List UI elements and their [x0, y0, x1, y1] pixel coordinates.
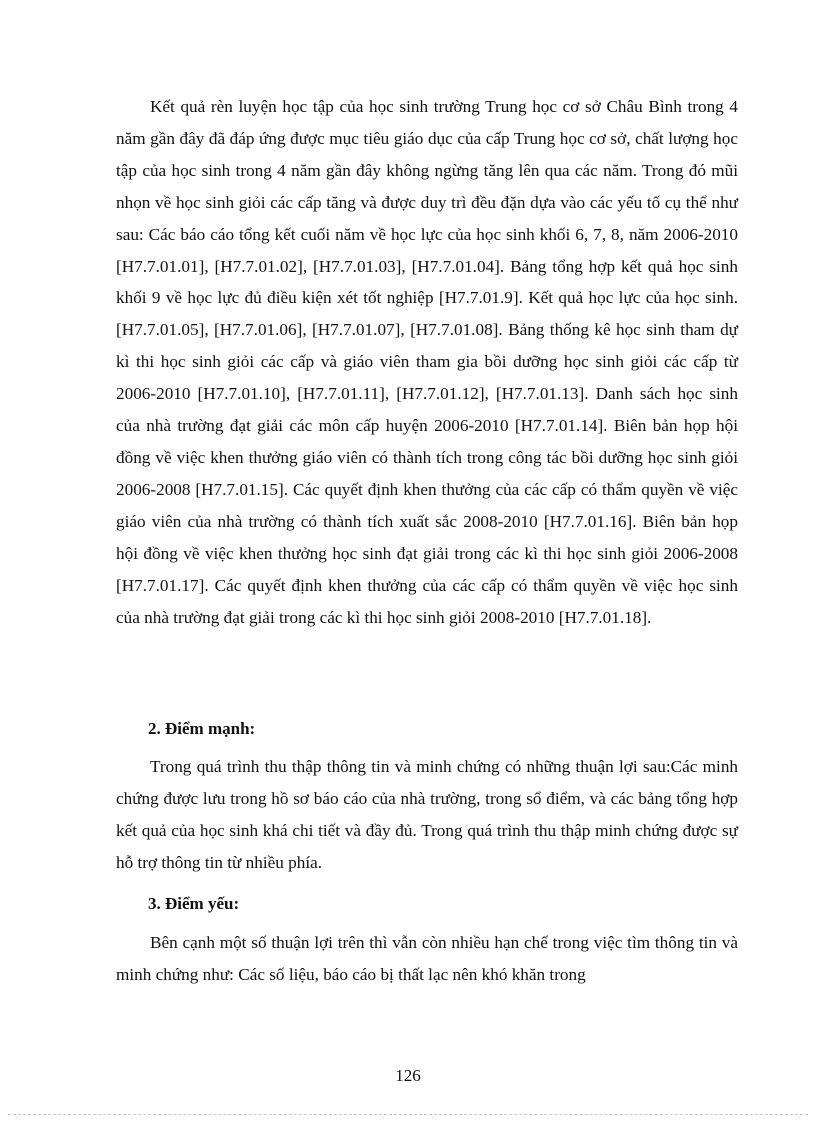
strengths-paragraph-text: Trong quá trình thu thập thông tin và minh chứng có những thuận lợi sau:Các minh chứng được lưu trong hồ sơ báo cáo của nhà trường, trong sổ điểm, và các bảng tổng hợp kết quả của học sinh khá chi tiết và đầy đủ. Trong quá trình thu thập minh chứng được sự hỗ trợ thông tin từ nhiều phía.	[116, 757, 738, 872]
footer-divider	[8, 1114, 808, 1115]
strengths-heading: 2. Điểm mạnh:	[148, 719, 256, 738]
results-paragraph	[116, 91, 738, 633]
page-number: 126	[395, 1066, 421, 1085]
weaknesses-paragraph	[116, 927, 738, 991]
weaknesses-paragraph-text: Bên cạnh một số thuận lợi trên thì vẫn còn nhiều hạn chế trong việc tìm thông tin và minh chứng như: Các số liệu, báo cáo bị thất lạc nên khó khăn trong	[116, 933, 738, 984]
results-paragraph-text: Kết quả rèn luyện học tập của học sinh trường Trung học cơ sở Châu Bình trong 4 năm gần đây đã đáp ứng được mục tiêu giáo dục của cấp Trung học cơ sở, chất lượng học tập của học sinh trong 4 năm gần đây không ngừng tăng lên qua các năm. Trong đó mũi nhọn về học sinh giỏi các cấp tăng và được duy trì đều đặn dựa vào các yếu tố cụ thể như sau: Các báo cáo tổng kết cuối năm về học lực của học sinh khối 6, 7, 8, năm 2006-2010 [H7.7.01.01], [H7.7.01.02], [H7.7.01.03], [H7.7.01.04]. Bảng tổng hợp kết quả học sinh khối 9 về học lực đủ điều kiện xét tốt nghiệp [H7.7.01.9]. Kết quả học lực của học sinh. [H7.7.01.05], [H7.7.01.06], [H7.7.01.07], [H7.7.01.08]. Bảng thống kê học sinh tham dự kì thi học sinh giỏi các cấp và giáo viên tham gia bồi dưỡng học sinh giỏi các cấp từ 2006-2010 [H7.7.01.10], [H7.7.01.11], [H7.7.01.12], [H7.7.01.13]. Danh sách học sinh của nhà trường đạt giải các môn cấp huyện 2006-2010 [H7.7.01.14]. Biên bản họp hội đồng về việc khen thưởng giáo viên có thành tích trong công tác bồi dưỡng học sinh giỏi 2006-2008 [H7.7.01.15]. Các quyết định khen thưởng của các cấp có thẩm quyền về việc giáo viên của nhà trường có thành tích xuất sắc 2008-2010 [H7.7.01.16]. Biên bản họp hội đồng về việc khen thưởng học sinh đạt giải trong các kì thi học sinh giỏi 2006-2008 [H7.7.01.17]. Các quyết định khen thưởng của các cấp có thẩm quyền về việc học sinh của nhà trường đạt giải trong các kì thi học sinh giỏi 2008-2010 [H7.7.01.18].	[116, 97, 738, 627]
strengths-paragraph	[116, 751, 738, 879]
weaknesses-heading: 3. Điểm yếu:	[148, 894, 240, 913]
